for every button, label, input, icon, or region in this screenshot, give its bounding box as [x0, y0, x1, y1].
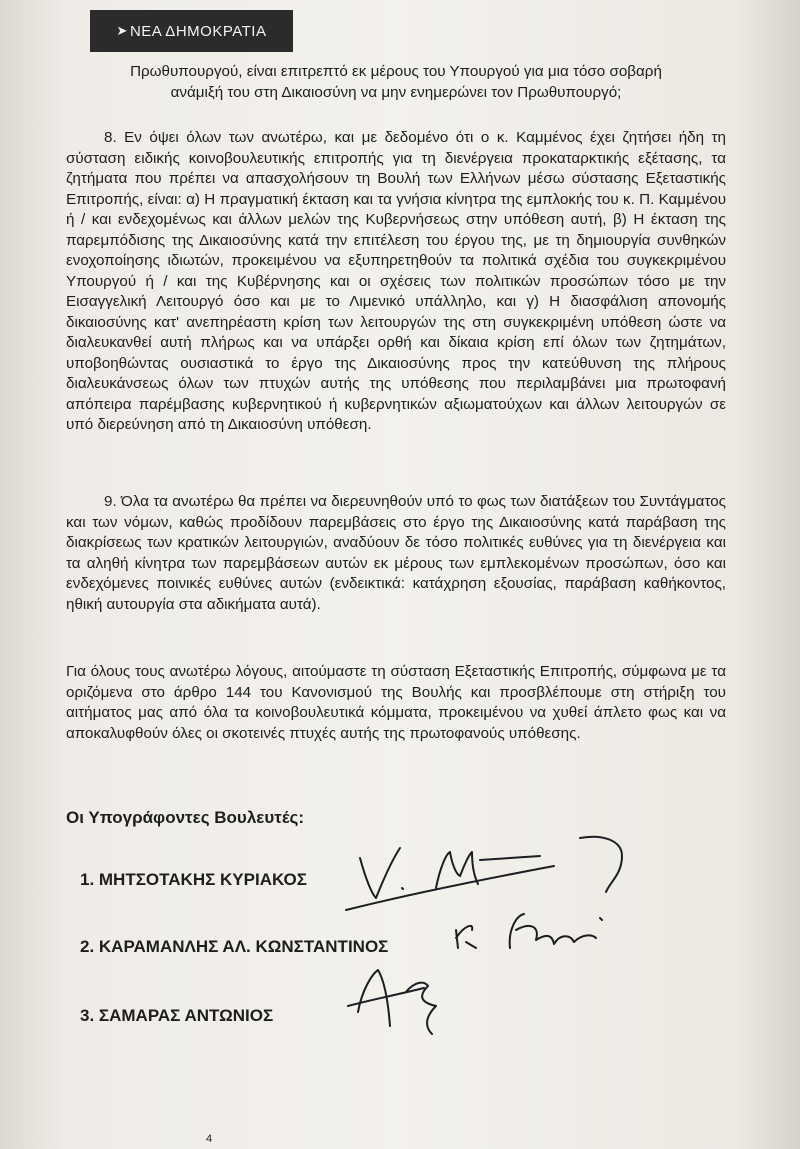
signer-3: 3. ΣΑΜΑΡΑΣ ΑΝΤΩΝΙΟΣ	[80, 1006, 274, 1025]
signature-karamanlis	[456, 926, 476, 948]
party-logo-text: ΝΕΑ ΔΗΜΟΚΡΑΤΙΑ	[129, 22, 267, 40]
intro-line-2: ανάμιξή του στη Δικαιοσύνη να μην ενημερώνει τον Πρωθυπουργό;	[170, 83, 622, 101]
party-logo	[90, 10, 293, 52]
paragraph-9	[66, 492, 726, 615]
signatories-heading: Οι Υπογράφοντες Βουλευτές:	[66, 808, 304, 827]
paragraph-9-text: 9. Όλα τα ανωτέρω θα πρέπει να διερευνηθούν υπό το φως των διατάξεων του Συντάγματος και των νόμων, καθώς προδίδουν παρεμβάσεις στο έργο της Δικαιοσύνης κατά παράβαση της διακρίσεως των κρατικών λειτουργιών, αναδύουν δε τόσο πολιτικές ευθύνες για τη διενέργεια και τα αληθή κίνητρα των παρεμβάσεων αυτών εκ μέρους των εμπλεκομένων προσώπων, όσο και ενδεχόμενες ποινικές ευθύνες αυτών (ενδεικτικά: κατάχρηση εξουσίας, παράβαση καθήκοντος, ηθική αυτουργία στα αδικήματα αυτά).	[66, 493, 726, 613]
signature-samaras	[348, 970, 436, 1034]
paragraph-8-text: 8. Εν όψει όλων των ανωτέρω, και με δεδομένο ότι ο κ. Καμμένος έχει ζητήσει ήδη τη σύσταση ειδικής κοινοβουλευτικής επιτροπής για τη διενέργεια προκαταρκτικής εξέτασης, τα ζητήματα που πρέπει να απασχολήσουν τη Βουλή των Ελλήνων μέσω σύστασης Εξεταστικής Επιτροπής, είναι: α) Η πραγματική έκταση και τα γνήσια κίνητρα της εμπλοκής του κ. Π. Καμμένου ή / και ενδεχομένως και άλλων μελών της Κυβερνήσεως στην υπόθεση αυτή, β) Η έκταση της παρεμπόδισης της Δικαιοσύνης κατά την επιτέλεση του έργου της, με τη δημιουργία συνθηκών ενοχοποίησης ιδιωτών, προκειμένου να εξυπηρετηθούν τα πολιτικά σχέδια του συγκεκριμένου Υπουργού ή / και της Κυβέρνησης και οι σχέσεις των πολιτικών προσώπων τόσο με την Εισαγγελική Λειτουργό όσο και με το Λιμενικό υπάλληλο, και γ) Η διασφάλιση απονομής δικαιοσύνης κατ' ανεπηρέαστη κρίση των λειτουργών της στη συγκεκριμένη υπόθεση ώστε να διαλευκανθεί αυτή πλήρως και να υπάρξει ορθή και δίκαια κρίση επί όλων των ζητημάτων, υποβοηθώντας ουσιαστικά το έργο της Δικαιοσύνης προς την κατεύθυνση της πλήρους διαλευκάνσεως όλων των πτυχών αυτής της υπόθεσης που περιλαμβάνει μια πρωτοφανή απόπειρα παρέμβασης κυβερνητικού ή κυβερνητικών αξιωματούχων και άλλων λειτουργών σε υπό διερεύνηση από τη Δικαιοσύνη υπόθεση.	[66, 129, 726, 433]
conclusion-paragraph	[66, 662, 726, 744]
paragraph-8	[66, 128, 726, 436]
signature-mitsotakis	[360, 848, 400, 898]
party-logo-icon: ➤	[116, 23, 128, 38]
intro-line-1: Πρωθυπουργού, είναι επιτρεπτό εκ μέρους του Υπουργού για μια τόσο σοβαρή	[130, 63, 662, 80]
intro-text	[66, 62, 726, 103]
signer-2: 2. ΚΑΡΑΜΑΝΛΗΣ ΑΛ. ΚΩΝΣΤΑΝΤΙΝΟΣ	[80, 937, 389, 956]
conclusion-text: Για όλους τους ανωτέρω λόγους, αιτούμαστε τη σύσταση Εξεταστικής Επιτροπής, σύμφωνα με τα οριζόμενα στο άρθρο 144 του Κανονισμού της Βουλής και προσβλέπουμε στη στήριξη του αιτήματος μας από όλα τα κοινοβουλευτικά κόμματα, προκειμένου να χυθεί άπλετο φως και να αποκαλυφθούν όλες οι σκοτεινές πτυχές αυτής της πρωτοφανούς υπόθεσης.	[66, 663, 726, 742]
signer-1: 1. ΜΗΤΣΟΤΑΚΗΣ ΚΥΡΙΑΚΟΣ	[80, 870, 307, 889]
footer-mark: 4	[206, 1133, 213, 1145]
handwritten-signatures	[340, 830, 650, 1060]
